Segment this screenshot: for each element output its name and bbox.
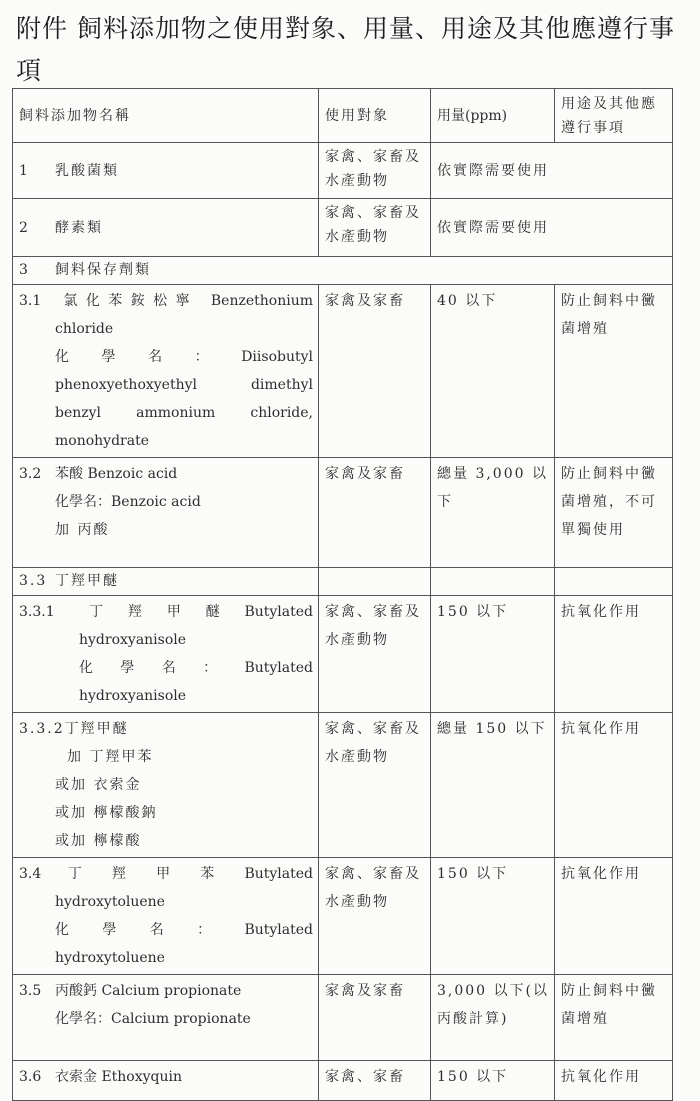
name-line: benzyl ammonium chloride, <box>55 405 313 421</box>
use-cell: 抗氧化作用 <box>555 858 673 975</box>
name-line: hydroxytoluene <box>55 894 165 910</box>
use-cell: 抗氧化作用 <box>555 1061 673 1101</box>
table-row <box>13 1061 673 1101</box>
header-row <box>13 89 673 143</box>
header-name: 飼料添加物名稱 <box>13 89 319 143</box>
name-line: 丙酸鈣 Calcium propionate <box>55 983 242 999</box>
table-row <box>13 257 673 285</box>
row-number: 3.5 <box>19 983 42 999</box>
table-row <box>13 975 673 1061</box>
target-cell: 家禽、家畜 <box>319 1061 431 1101</box>
additive-name: 乳酸菌類 <box>55 162 119 179</box>
name-cell <box>13 713 319 858</box>
name-line: chloride <box>55 321 114 337</box>
amount-cell <box>431 568 555 596</box>
name-line: 或加 衣索金 <box>55 777 142 793</box>
target-cell: 家禽、家畜及水產動物 <box>319 713 431 858</box>
name-cell <box>13 858 319 975</box>
use-cell <box>555 568 673 596</box>
target-cell: 家禽、家畜及水產動物 <box>319 596 431 713</box>
section-name: 飼料保存劑類 <box>55 262 151 278</box>
row-number: 3.3.1 <box>19 604 55 620</box>
table-row <box>13 568 673 596</box>
section-cell <box>13 257 673 285</box>
name-cell <box>13 568 319 596</box>
target-cell: 家禽及家畜 <box>319 975 431 1061</box>
name-cell <box>13 975 319 1061</box>
name-line: 加 丁羥甲苯 <box>67 749 154 765</box>
row-number: 2 <box>19 219 30 236</box>
name-line: 衣索金 Ethoxyquin <box>55 1069 183 1085</box>
amount-cell: 總量 3,000 以下 <box>431 458 555 568</box>
use-cell: 防止飼料中黴菌增殖 <box>555 975 673 1061</box>
row-number: 3.3 <box>19 573 48 589</box>
feed-additive-table <box>12 88 673 1101</box>
name-line: 丁 羥 甲 苯 Butylated <box>55 866 313 882</box>
name-cell <box>13 143 319 199</box>
name-cell <box>13 199 319 257</box>
name-cell <box>13 1061 319 1101</box>
header-amount: 用量(ppm) <box>431 89 555 143</box>
row-number: 3.2 <box>19 466 42 482</box>
table-row <box>13 858 673 975</box>
name-line: 化 學 名 ： Butylated <box>79 660 313 676</box>
name-line: 化 學 名 ： Butylated <box>55 922 313 938</box>
target-cell: 家禽、家畜及水產動物 <box>319 858 431 975</box>
name-line: 化學名：Calcium propionate <box>55 1011 251 1027</box>
name-cell <box>13 285 319 458</box>
name-line: hydroxytoluene <box>55 950 165 966</box>
additive-name: 酵素類 <box>55 219 103 236</box>
amount-cell: 150 以下 <box>431 858 555 975</box>
name-line: 或加 檸檬酸鈉 <box>55 805 158 821</box>
name-line: 苯酸 Benzoic acid <box>55 466 178 482</box>
header-target: 使用對象 <box>319 89 431 143</box>
name-line: hydroxyanisole <box>79 632 187 648</box>
name-line: 丁 羥 甲 醚 Butylated <box>79 604 313 620</box>
target-cell <box>319 568 431 596</box>
table-row <box>13 199 673 257</box>
table-row <box>13 458 673 568</box>
target-cell: 家禽、家畜及水產動物 <box>319 143 431 199</box>
use-cell: 防止飼料中黴菌增殖，不可單獨使用 <box>555 458 673 568</box>
name-cell <box>13 458 319 568</box>
table-row <box>13 143 673 199</box>
additive-name: 丁羥甲醚 <box>55 573 119 589</box>
header-use: 用途及其他應遵行事項 <box>555 89 673 143</box>
row-number: 1 <box>19 162 30 179</box>
name-line: 或加 檸檬酸 <box>55 833 142 849</box>
name-line: phenoxyethoxyethyl dimethyl <box>55 377 313 393</box>
use-cell: 抗氧化作用 <box>555 713 673 858</box>
name-line: 加 丙酸 <box>55 522 110 538</box>
row-number: 3.4 <box>19 866 42 882</box>
use-cell: 抗氧化作用 <box>555 596 673 713</box>
amount-cell: 150 以下 <box>431 596 555 713</box>
name-cell <box>13 596 319 713</box>
name-line: 化 學 名 ： Diisobutyl <box>55 349 313 365</box>
table-row <box>13 713 673 858</box>
row-number: 3 <box>19 262 30 278</box>
amount-cell: 150 以下 <box>431 1061 555 1101</box>
row-number: 3.3.2 <box>19 721 65 737</box>
table-row <box>13 596 673 713</box>
amount-cell: 總量 150 以下 <box>431 713 555 858</box>
name-line: hydroxyanisole <box>79 688 187 704</box>
use-cell: 防止飼料中黴菌增殖 <box>555 285 673 458</box>
name-line: monohydrate <box>55 433 149 449</box>
row-number: 3.6 <box>19 1069 42 1085</box>
amount-cell: 依實際需要使用 <box>431 143 673 199</box>
target-cell: 家禽及家畜 <box>319 285 431 458</box>
amount-cell: 40 以下 <box>431 285 555 458</box>
row-number: 3.1 <box>19 293 42 309</box>
table-row <box>13 285 673 458</box>
name-line: 化學名：Benzoic acid <box>55 494 201 510</box>
amount-cell: 3,000 以下(以丙酸計算) <box>431 975 555 1061</box>
target-cell: 家禽及家畜 <box>319 458 431 568</box>
name-line: 丁羥甲醚 <box>64 721 129 737</box>
name-line: 氯化苯銨松寧 Benzethonium <box>55 293 313 309</box>
target-cell: 家禽、家畜及水產動物 <box>319 199 431 257</box>
amount-cell: 依實際需要使用 <box>431 199 673 257</box>
page-title: 附件 飼料添加物之使用對象、用量、用途及其他應遵行事項 <box>16 14 675 85</box>
